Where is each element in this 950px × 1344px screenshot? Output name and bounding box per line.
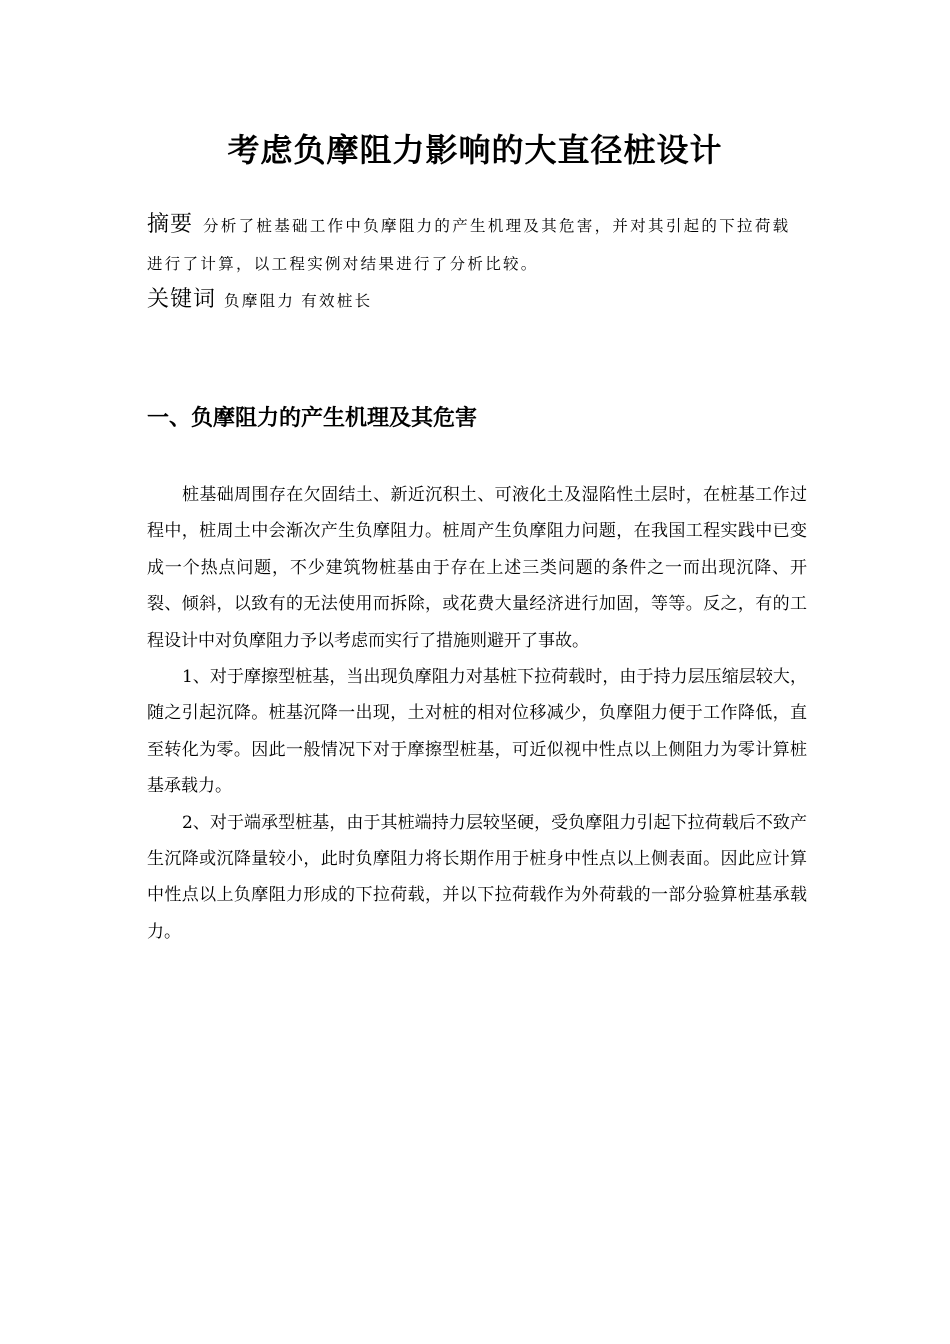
section-body [147,477,807,950]
abstract-block [147,206,807,283]
keywords-label: 关键词 [147,287,217,312]
keyword-item: 有效桩长 [301,292,373,310]
body-paragraph: 桩基础周围存在欠固结土、新近沉积土、可液化土及湿陷性土层时，在桩基工作过程中，桩周土中会渐次产生负摩阻力。桩周产生负摩阻力问题，在我国工程实践中已变成一个热点问题，不少建筑物桩基由于存在上述三类问题的条件之一而出现沉降、开裂、倾斜，以致有的无法使用而拆除，或花费大量经济进行加固，等等。反之，有的工程设计中对负摩阻力予以考虑而实行了措施则避开了事故。 [147,485,807,651]
abstract-label: 摘要 [147,212,194,237]
section-heading: 一、负摩阻力的产生机理及其危害 [147,406,478,431]
body-paragraph: 2、对于端承型桩基，由于其桩端持力层较坚硬，受负摩阻力引起下拉荷载后不致产生沉降或沉降量较小，此时负摩阻力将长期作用于桩身中性点以上侧表面。因此应计算中性点以上负摩阻力形成的下拉荷载，并以下拉荷载作为外荷载的一部分验算桩基承载力。 [147,812,807,942]
document-title: 考虑负摩阻力影响的大直径桩设计 [227,131,723,169]
body-paragraph: 1、对于摩擦型桩基，当出现负摩阻力对基桩下拉荷载时，由于持力层压缩层较大，随之引起沉降。桩基沉降一出现，土对桩的相对位移减少，负摩阻力便于工作降低，直至转化为零。因此一般情况下对于摩擦型桩基，可近似视中性点以上侧阻力为零计算桩基承载力。 [147,667,807,797]
keyword-item: 负摩阻力 [224,292,296,310]
abstract-text: 分析了桩基础工作中负摩阻力的产生机理及其危害，并对其引起的下拉荷载进行了计算，以工程实例对结果进行了分析比较。 [147,217,791,273]
keywords-block [147,283,807,318]
